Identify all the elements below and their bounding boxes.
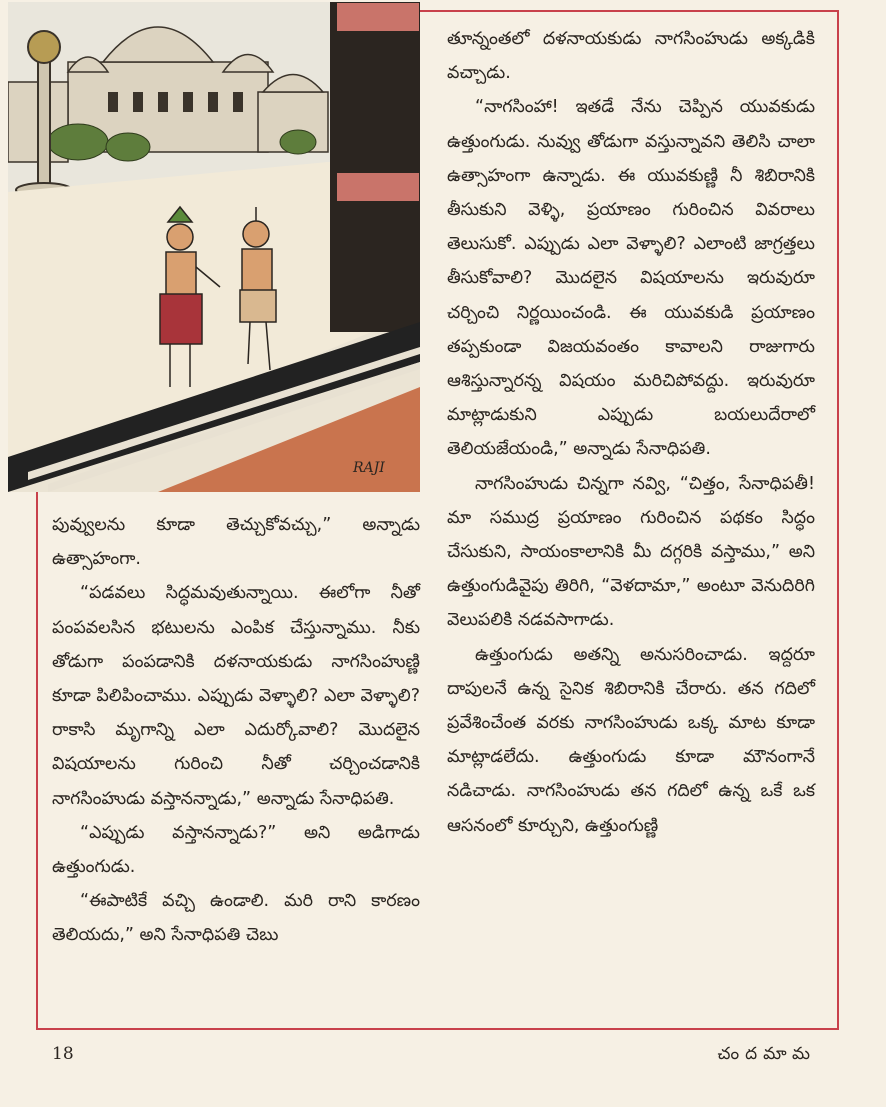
left-text-column	[52, 508, 420, 953]
illustration-drawing	[8, 2, 420, 492]
paragraph: పువ్వులను కూడా తెచ్చుకోవచ్చు,” అన్నాడు ఉత్సాహంగా.	[52, 515, 420, 570]
paragraph: ఉత్తుంగుడు అతన్ని అనుసరించాడు. ఇద్దరూ దాపులనే ఉన్న సైనిక శిబిరానికి చేరారు. తన గదిలో ప్రవేశించేంత వరకు నాగసింహుడు ఒక్క మాట కూడా మాట్లాడలేదు. ఉత్తుంగుడు కూడా మౌనంగానే నడిచాడు. నాగసింహుడు తన గదిలో ఉన్న ఒకే ఒక ఆసనంలో కూర్చుని, ఉత్తుంగుణ్ణి	[447, 644, 815, 836]
paragraph: “పడవలు సిద్ధమవుతున్నాయి. ఈలోగా నీతో పంపవలసిన భటులను ఎంపిక చేస్తున్నాము. నీకు తోడుగా పంపడానికి దళనాయకుడు నాగసింహుణ్ణి కూడా పిలిపించాము. ఎప్పుడు వెళ్ళాలి? ఎలా వెళ్ళాలి? రాకాసి మృగాన్ని ఎలా ఎదుర్కోవాలి? మొదలైన విషయాలను గురించి నీతో చర్చించడానికి నాగసింహుడు వస్తానన్నాడు,” అన్నాడు సేనాధిపతి.	[52, 583, 420, 809]
story-illustration	[8, 2, 420, 492]
magazine-name: చందమామ	[717, 1044, 816, 1064]
paragraph: తూన్నంతలో దళనాయకుడు నాగసింహుడు అక్కడికి వచ్చాడు.	[447, 29, 815, 84]
paragraph: “ఈపాటికే వచ్చి ఉండాలి. మరి రాని కారణం తెలియదు,” అని సేనాధిపతి చెబు	[52, 891, 420, 946]
right-text-column	[447, 22, 815, 843]
paragraph: “నాగసింహా! ఇతడే నేను చెప్పిన యువకుడు ఉత్తుంగుడు. నువ్వు తోడుగా వస్తున్నావని తెలిసి చాలా ఉత్సాహంగా ఉన్నాడు. ఈ యువకుణ్ణి నీ శిబిరానికి తీసుకుని వెళ్ళి, ప్రయాణం గురించిన వివరాలు తెలుసుకో. ఎప్పుడు ఎలా వెళ్ళాలి? ఎలాంటి జాగ్రత్తలు తీసుకోవాలి? మొదలైన విషయాలను ఇరువురూ చర్చించి నిర్ణయించండి. ఈ యువకుడి ప్రయాణం తప్పకుండా విజయవంతం కావాలని రాజుగారు ఆశిస్తున్నారన్న విషయం మరిచిపోవద్దు. ఇరువురూ మాట్లాడుకుని ఎప్పుడు బయలుదేరాలో తెలియజేయండి,” అన్నాడు సేనాధిపతి.	[447, 97, 815, 460]
page-number: 18	[52, 1044, 74, 1064]
paragraph: “ఎప్పుడు వస్తానన్నాడు?” అని అడిగాడు ఉత్తుంగుడు.	[52, 822, 420, 878]
paragraph: నాగసింహుడు చిన్నగా నవ్వి, “చిత్తం, సేనాధిపతీ! మా సముద్ర ప్రయాణం గురించిన పథకం సిద్ధం చేసుకుని, సాయంకాలానికి మీ దగ్గరికి వస్తాము,” అని ఉత్తుంగుడివైపు తిరిగి, “వెళదామా,” అంటూ వెనుదిరిగి వెలుపలికి నడవసాగాడు.	[447, 473, 815, 631]
artist-signature: RAJI	[353, 460, 385, 476]
